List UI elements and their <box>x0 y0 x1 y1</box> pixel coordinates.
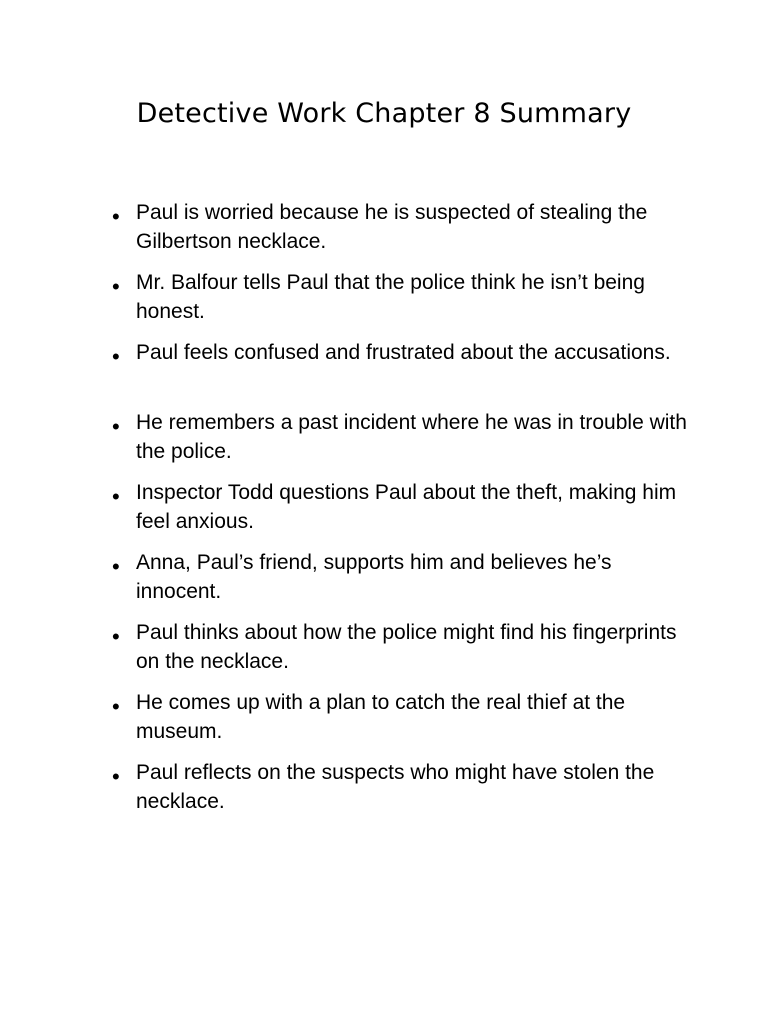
page-title: Detective Work Chapter 8 Summary <box>136 98 632 129</box>
bullet-icon: • <box>112 204 120 229</box>
list-item <box>108 548 698 618</box>
list-item-text: He remembers a past incident where he was in trouble with the police. <box>136 411 687 463</box>
list-item-text: Paul thinks about how the police might find his fingerprints on the necklace. <box>136 621 677 673</box>
bullet-icon: • <box>112 554 120 579</box>
list-item <box>108 338 698 408</box>
list-item-text: Paul reflects on the suspects who might have stolen the necklace. <box>136 761 655 813</box>
bullet-icon: • <box>112 414 120 439</box>
list-item <box>108 408 698 478</box>
list-item <box>108 618 698 688</box>
bullet-icon: • <box>112 344 120 369</box>
list-item-text: Inspector Todd questions Paul about the theft, making him feel anxious. <box>136 481 677 533</box>
list-item-text: Paul is worried because he is suspected of stealing the Gilbertson necklace. <box>136 201 648 253</box>
list-item-text: He comes up with a plan to catch the real thief at the museum. <box>136 691 626 743</box>
bullet-icon: • <box>112 624 120 649</box>
list-item <box>108 688 698 758</box>
bullet-icon: • <box>112 694 120 719</box>
list-item <box>108 478 698 548</box>
list-item-text: Mr. Balfour tells Paul that the police think he isn’t being honest. <box>136 271 645 323</box>
bullet-icon: • <box>112 764 120 789</box>
list-item <box>108 268 698 338</box>
bullet-icon: • <box>112 484 120 509</box>
summary-bullet-list <box>108 198 698 828</box>
list-item <box>108 198 698 268</box>
bullet-icon: • <box>112 274 120 299</box>
list-item <box>108 758 698 828</box>
list-item-text: Anna, Paul’s friend, supports him and believes he’s innocent. <box>136 551 612 603</box>
list-item-text: Paul feels confused and frustrated about the accusations. <box>136 341 671 364</box>
